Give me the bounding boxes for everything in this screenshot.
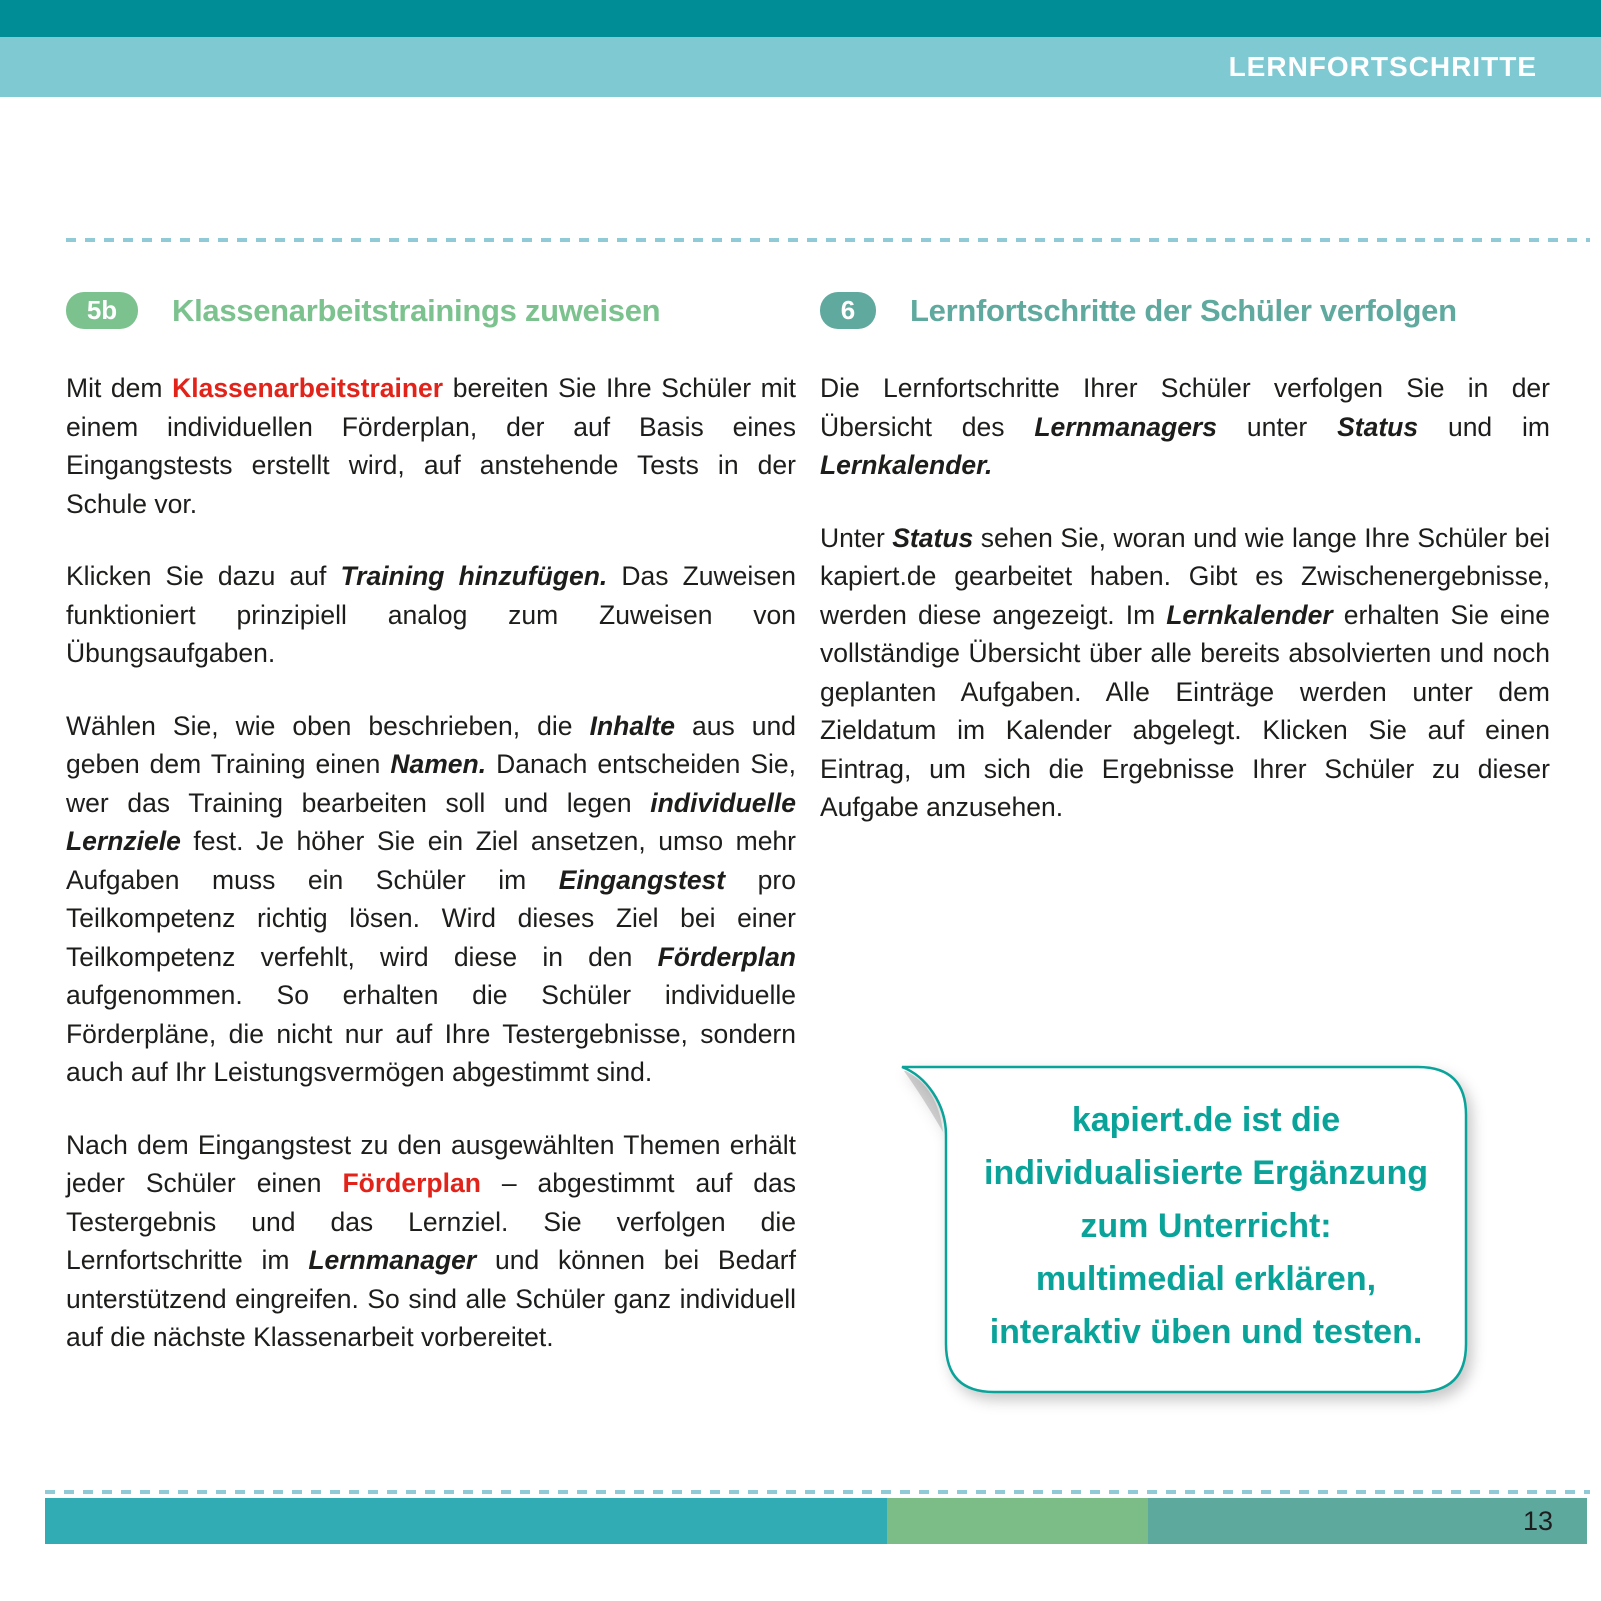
paragraph [820,369,1550,485]
text-run: Inhalte [589,710,675,741]
speech-bubble-line [946,1200,1466,1253]
paragraph [66,557,796,673]
header-light-band [0,37,1601,97]
text-run: Status [892,522,974,553]
text-run: Klassenarbeitstrainer [172,373,444,403]
text-run: Das Zuweisen funktioniert prinzipiell analog zum Zuweisen von Übungsaufgaben. [66,561,796,668]
text-run: Klicken Sie dazu auf [66,561,341,591]
left-section-heading [66,292,796,329]
paragraph [66,707,796,1092]
text-run: unter [1217,411,1338,442]
text-run: zum Unterricht: [1080,1207,1332,1245]
speech-bubble-text [946,1094,1466,1359]
text-run: Training hinzufügen. [340,561,608,591]
left-section-title: Klassenarbeitstrainings zuweisen [172,292,661,328]
text-run: Status [1337,411,1419,442]
paragraph [820,519,1550,827]
text-run: aus und geben dem Training einen [66,710,797,779]
text-run: interaktiv üben und testen. [989,1313,1423,1351]
section-badge-6: 6 [820,292,876,329]
text-run: Lernmanagers [1034,411,1217,442]
text-run: Namen. [390,749,487,779]
page-header-title: LERNFORTSCHRITTE [1228,51,1537,82]
speech-bubble-line [946,1306,1466,1359]
page-number: 13 [1522,1506,1553,1536]
text-run: und im [1418,411,1550,442]
section-badge-5b: 5b [66,292,138,329]
text-run: Danach entscheiden Sie, wer das Training bearbeiten soll und legen [66,749,796,818]
speech-bubble-line [946,1147,1466,1200]
right-paragraphs [820,369,1550,827]
text-run: Nach dem Eingangstest zu den ausgewählten Themen erhält jeder Schüler einen [66,1129,796,1198]
footer-color-segment [887,1498,1148,1544]
text-run: Wählen Sie, wie oben beschrieben, die [66,710,590,741]
text-run: erhalten Sie eine vollständige Übersicht über alle bereits absolvierten und noch geplanten Aufgaben. Alle Einträge werden unter dem Zieldatum im Kalender abgelegt. Klicken Sie auf einen Eintrag, um sich die Ergebnisse Ihrer Schüler zu dieser Aufgabe anzusehen. [820,599,1550,822]
text-run: Mit dem [66,373,173,403]
footer-color-segment [45,1498,887,1544]
text-run: – abgestimmt auf das Testergebnis und das Lernziel. Sie verfolgen die Lernfortschritte im [66,1168,796,1275]
speech-bubble-line [946,1253,1466,1306]
text-run: Lernkalender. [820,450,993,480]
text-run: individuelle Lernziele [66,787,796,856]
text-run: Förderplan [657,941,796,972]
text-run: pro Teilkompetenz richtig lösen. Wird dieses Ziel bei einer Teilkompetenz verfehlt, wird diese in den [66,864,796,972]
text-run: multimedial erklären, [1035,1260,1377,1298]
text-run: Die Lernfortschritte Ihrer Schüler verfolgen Sie in der Übersicht des [820,373,1550,442]
text-run: Förderplan [342,1168,481,1198]
text-run: Lernmanager [308,1245,477,1275]
text-run: bereiten Sie Ihre Schüler mit einem individuellen Förderplan, der auf Basis eines Eingangstests erstellt wird, auf anstehende Tests in der Schule vor. [66,373,796,519]
text-run: Lernkalender [1166,599,1333,630]
paragraph [66,369,796,523]
text-run: aufgenommen. So erhalten die Schüler individuelle Förderpläne, die nicht nur auf Ihre Testergebnisse, sondern auch auf Ihr Leistungsvermögen abgestimmt sind. [66,980,796,1087]
header-dark-band [0,0,1601,37]
text-run: ist die [1232,1101,1341,1139]
right-section-heading [820,292,1550,329]
text-run: Unter [820,522,893,553]
text-run: individualisierte Ergänzung [984,1154,1428,1192]
text-run: und können bei Bedarf unterstützend eingreifen. So sind alle Schüler ganz individuell auf die nächste Klassenarbeit vorbereitet. [66,1245,796,1352]
left-paragraphs [66,369,796,1357]
text-run: sehen Sie, woran und wie lange Ihre Schüler bei kapiert.de gearbeitet haben. Gibt es Zwischenergebnisse, werden diese angezeigt. Im [820,522,1550,630]
text-run: Eingangstest [558,864,726,895]
dashed-divider-top [66,238,1590,242]
paragraph [66,1126,796,1357]
text-run: kapiert.de [1071,1101,1233,1139]
dashed-divider-bottom [45,1490,1590,1494]
right-section-title: Lernfortschritte der Schüler verfolgen [910,292,1457,328]
left-column [66,292,796,1357]
text-run: fest. Je höher Sie ein Ziel ansetzen, umso mehr Aufgaben muss ein Schüler im [66,826,796,895]
speech-bubble-line [946,1094,1466,1147]
